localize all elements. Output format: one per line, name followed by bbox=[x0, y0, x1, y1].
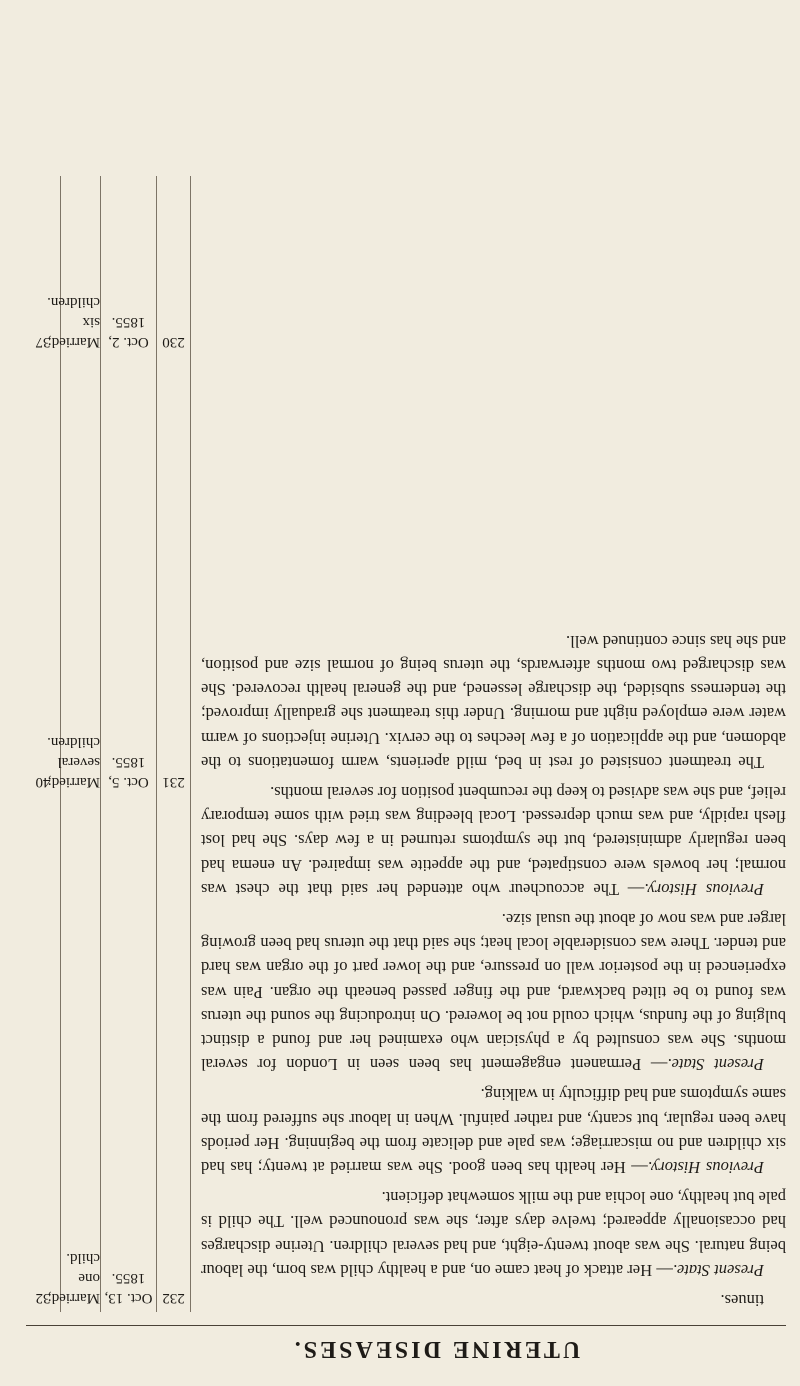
paragraph-lead: Present State. bbox=[672, 1260, 764, 1280]
paragraph: The treatment consisted of rest in bed, mild aperients, warm fomentations to the abdomen, and the application of a few leeches to the cervix. Uterine injections of warm water were employed night and morning. Under this treatment she gradually improved; the tenderness subsided, the discharge lessened, and the general health recovered. She was discharged two months afterwards, the uterus being of normal size and position, and she has since continued well. bbox=[201, 631, 786, 772]
case-number: 232 bbox=[162, 1290, 185, 1306]
case-marker: 40 bbox=[35, 774, 51, 790]
paragraph: Previous History.— Her health has been good. She was married at twenty; has had six children and no miscarriage; was pale and delicate from the beginning. Her periods have been regular, but scanty, and rather painful. When in labour she suffered from the same symptoms and had difficulty in walking. bbox=[201, 1085, 786, 1177]
page-body bbox=[26, 176, 786, 1312]
column-marital-status bbox=[47, 176, 100, 1312]
case-status: Married; six children. bbox=[47, 294, 100, 350]
running-head bbox=[26, 1332, 786, 1366]
book-page bbox=[26, 176, 786, 1366]
running-head-title: UTERINE DISEASES. bbox=[291, 1336, 581, 1363]
case-number: 231 bbox=[162, 774, 185, 790]
paragraph: tinues. bbox=[720, 1291, 764, 1310]
case-status: Married; several children. bbox=[47, 734, 100, 790]
column-case-number bbox=[156, 176, 190, 1312]
case-marker: 37 bbox=[35, 334, 51, 350]
column-marker bbox=[26, 176, 60, 1312]
paragraph: Present State.— Permanent engagement has been seen in London for several months. She was consulted by a physician who examined her and found a distinct bulging of the fundus, which could not be lowered. On introducing the sound the uterus was found to be tilted backward, and the finger passed beneath the organ. Pain was experienced in the posterior wall on pressure, and the lower part of the organ was hard and tender. There was considerable local heat; she said that the uterus had been growing larger and was now of about the usual size. bbox=[201, 909, 786, 1075]
paragraph: Present State.— Her attack of heat came on, and a healthy child was born, the labour being natural. She was about twenty-eight, and had several children. Uterine discharges had occasionally appeared; twelve days after, she was pronounced well. The child is pale but healthy, one lochia and the milk somewhat deficient. bbox=[201, 1188, 786, 1280]
case-date: Oct. 5, 1855. bbox=[108, 754, 149, 790]
column-date bbox=[100, 176, 156, 1312]
case-date: Oct. 2, 1855. bbox=[108, 314, 149, 350]
case-number: 230 bbox=[162, 334, 185, 350]
paragraph: Previous History.— The accoucheur who attended her said that the chest was normal; her bowels were constipated, and the appetite was impaired. An enema had been regularly administered, but the symptoms returned in a few days. She had lost flesh rapidly, and was much depressed. Local bleeding was tried with some temporary relief, and she was advised to keep the recumbent position for several months. bbox=[201, 782, 786, 899]
header-rule bbox=[26, 1325, 786, 1326]
case-date: Oct. 13, 1855. bbox=[104, 1270, 153, 1306]
case-text-column bbox=[190, 176, 786, 1312]
case-marker: 32 bbox=[35, 1290, 51, 1306]
case-status: Married; one child. bbox=[47, 1250, 100, 1306]
case-table bbox=[26, 176, 190, 1312]
paragraph-lead: Previous History. bbox=[647, 1157, 764, 1177]
paragraph-lead: Present State. bbox=[667, 1055, 764, 1075]
paragraph-lead: Previous History. bbox=[644, 879, 764, 899]
